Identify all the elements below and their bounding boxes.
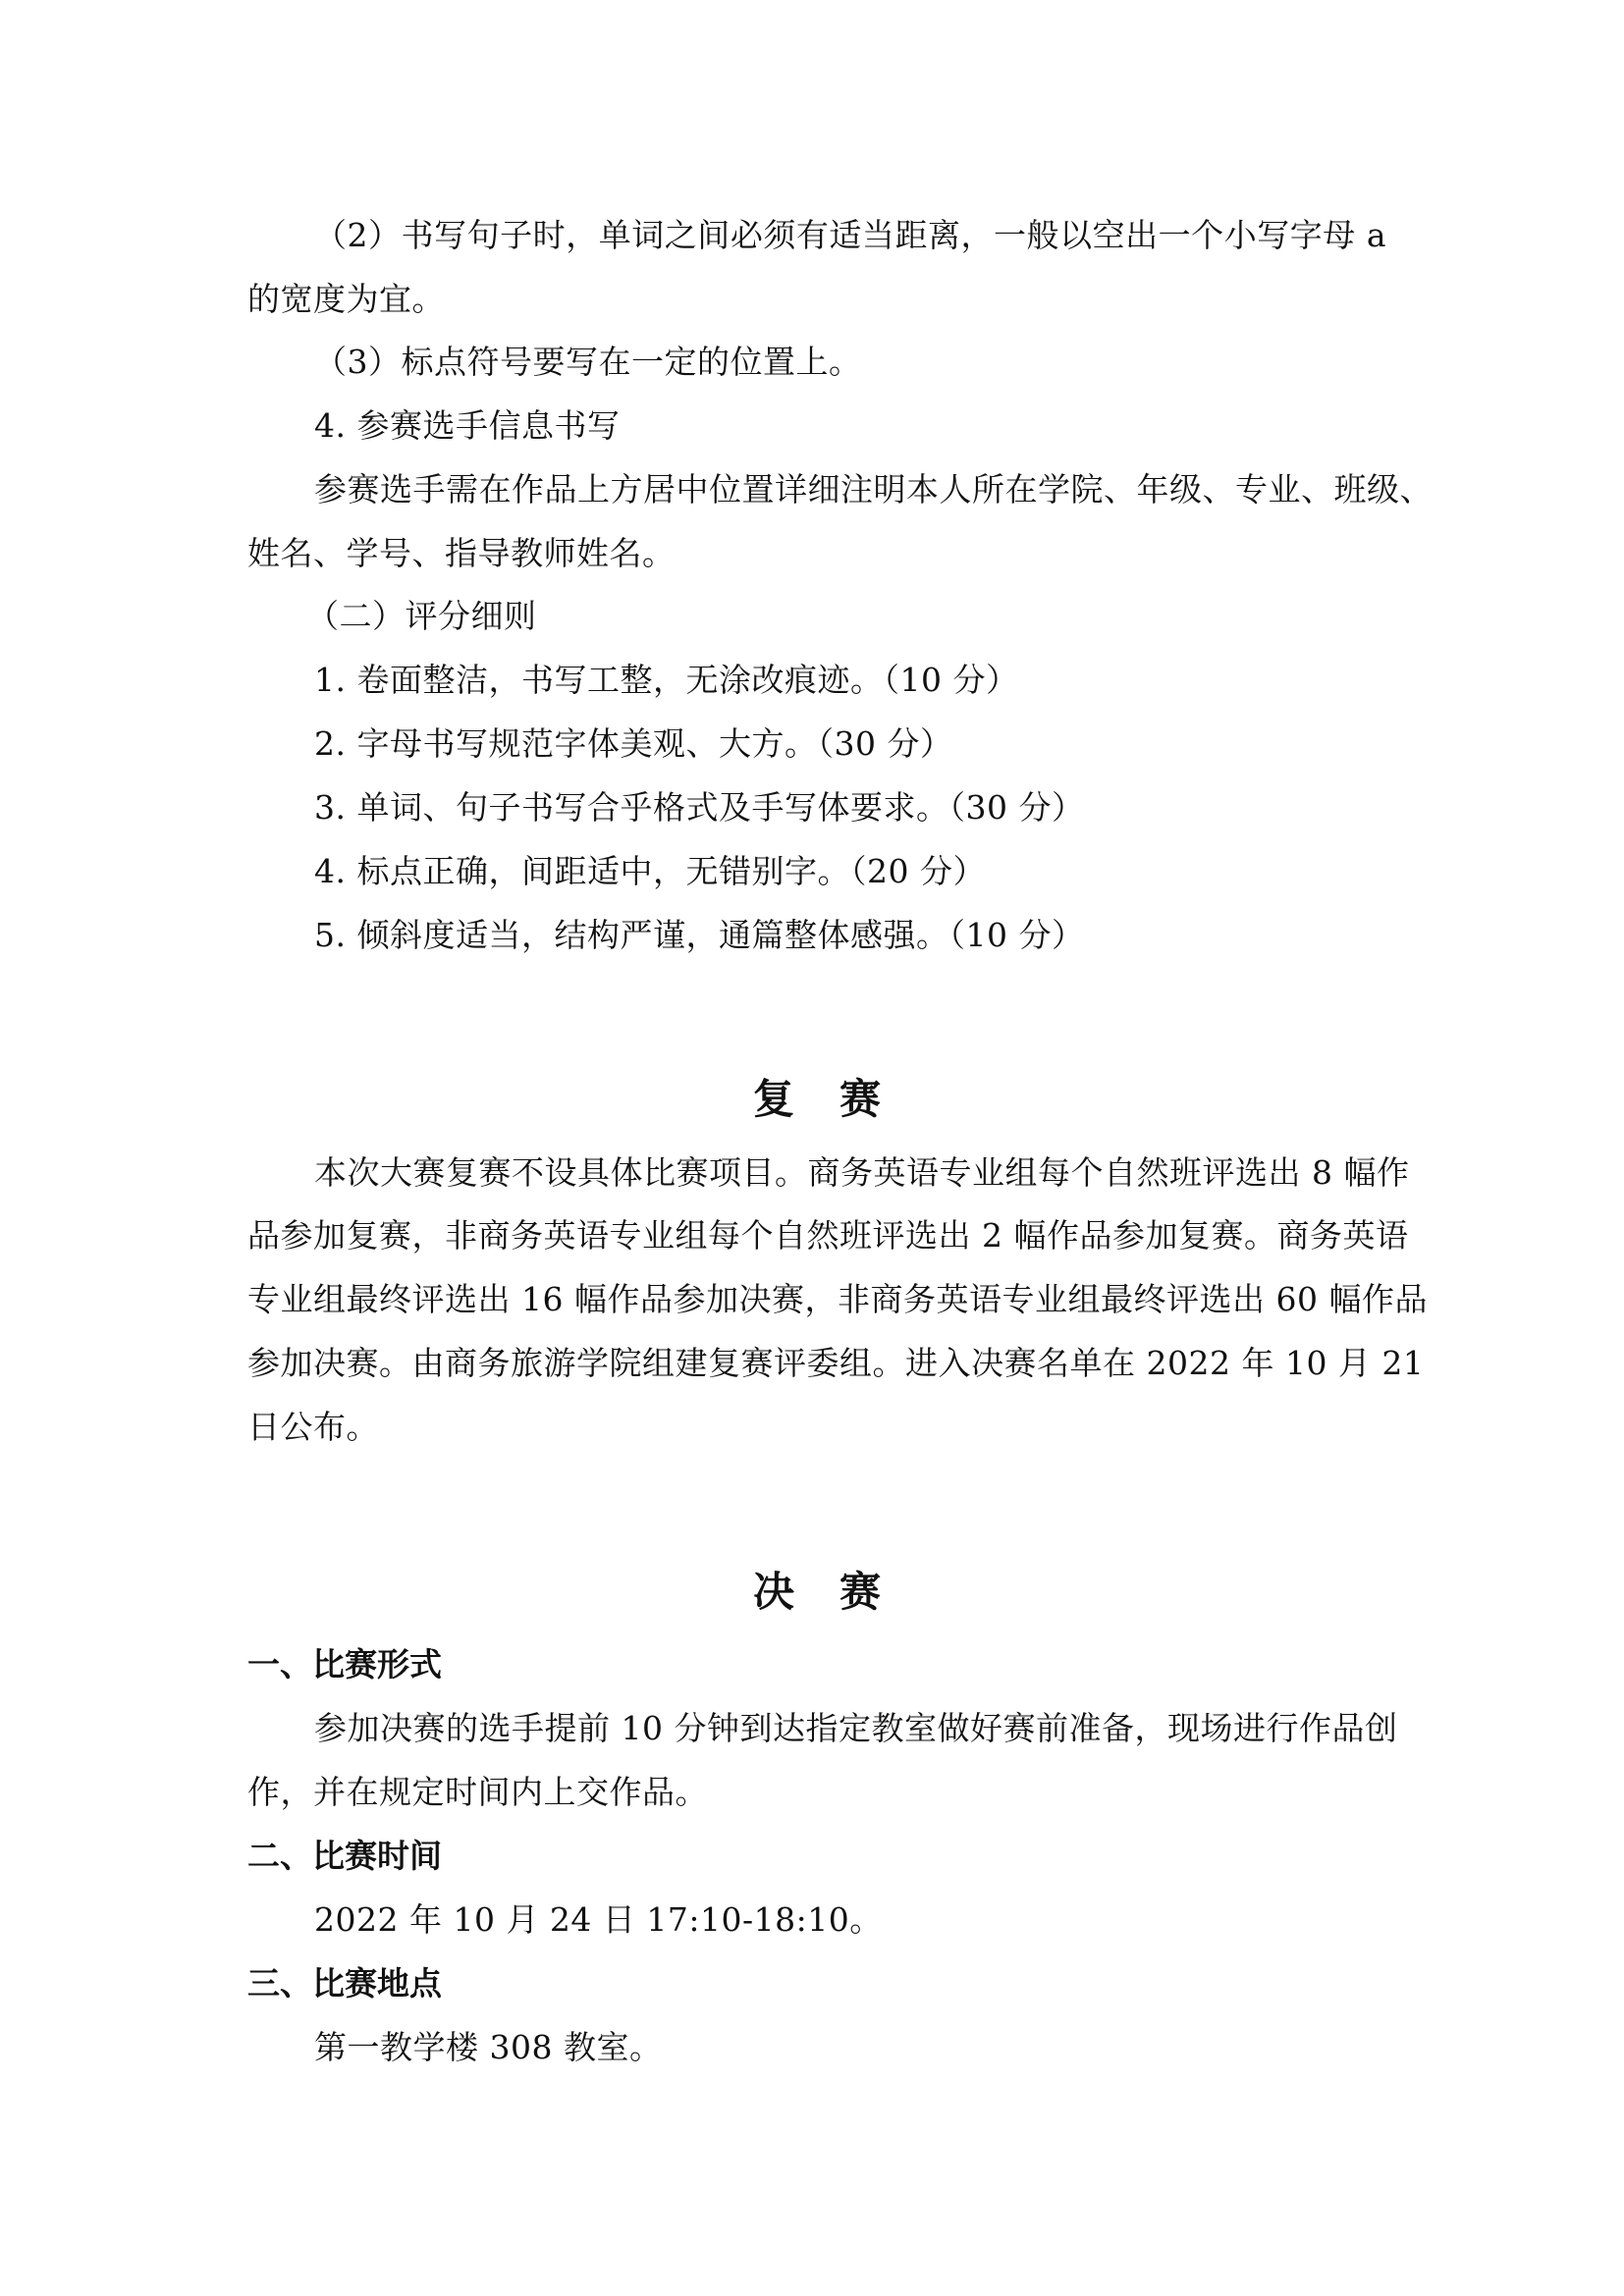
rule-3: （3）标点符号要写在一定的位置上。 [314,343,862,381]
rule-2-line-2: 的宽度为宜。 [247,280,445,318]
item-4-title: 4. 参赛选手信息书写 [314,406,621,445]
scoring-item: 3. 单词、句子书写合乎格式及手写体要求。（30 分） [314,788,1085,827]
final-section-3-title: 三、比赛地点 [247,1964,442,2002]
scoring-item: 1. 卷面整洁，书写工整，无涂改痕迹。（10 分） [314,661,1019,699]
final-heading: 决赛 [752,1568,926,1616]
semifinal-line: 专业组最终评选出 16 幅作品参加决赛，非商务英语专业组最终评选出 60 幅作品 [247,1280,1428,1318]
final-section-1-title: 一、比赛形式 [247,1645,442,1683]
final-section-2-title: 二、比赛时间 [247,1837,442,1875]
item-4-line-2: 姓名、学号、指导教师姓名。 [247,534,676,572]
scoring-item: 5. 倾斜度适当，结构严谨，通篇整体感强。（10 分） [314,916,1085,954]
final-section-2-text: 2022 年 10 月 24 日 17:10-18:10。 [314,1900,883,1939]
scoring-item: 4. 标点正确，间距适中，无错别字。（20 分） [314,852,986,890]
scoring-title: （二）评分细则 [306,597,537,635]
semifinal-line: 参加决赛。由商务旅游学院组建复赛评委组。进入决赛名单在 2022 年 10 月 21 [247,1344,1425,1382]
semifinal-heading: 复赛 [752,1075,926,1123]
rule-2-line-1: （2）书写句子时，单词之间必须有适当距离，一般以空出一个小写字母 a [314,216,1386,254]
final-section-3-text: 第一教学楼 308 教室。 [314,2028,663,2066]
document-page [247,0,1433,2296]
final-section-1-line-1: 参加决赛的选手提前 10 分钟到达指定教室做好赛前准备，现场进行作品创 [314,1709,1398,1747]
final-section-1-line-2: 作，并在规定时间内上交作品。 [247,1773,708,1811]
scoring-item: 2. 字母书写规范字体美观、大方。（30 分） [314,724,953,763]
semifinal-line: 品参加复赛，非商务英语专业组每个自然班评选出 2 幅作品参加复赛。商务英语 [247,1216,1409,1255]
semifinal-line: 本次大赛复赛不设具体比赛项目。商务英语专业组每个自然班评选出 8 幅作 [314,1153,1410,1192]
semifinal-line: 日公布。 [247,1408,379,1446]
item-4-line-1: 参赛选手需在作品上方居中位置详细注明本人所在学院、年级、专业、班级、 [314,470,1433,508]
